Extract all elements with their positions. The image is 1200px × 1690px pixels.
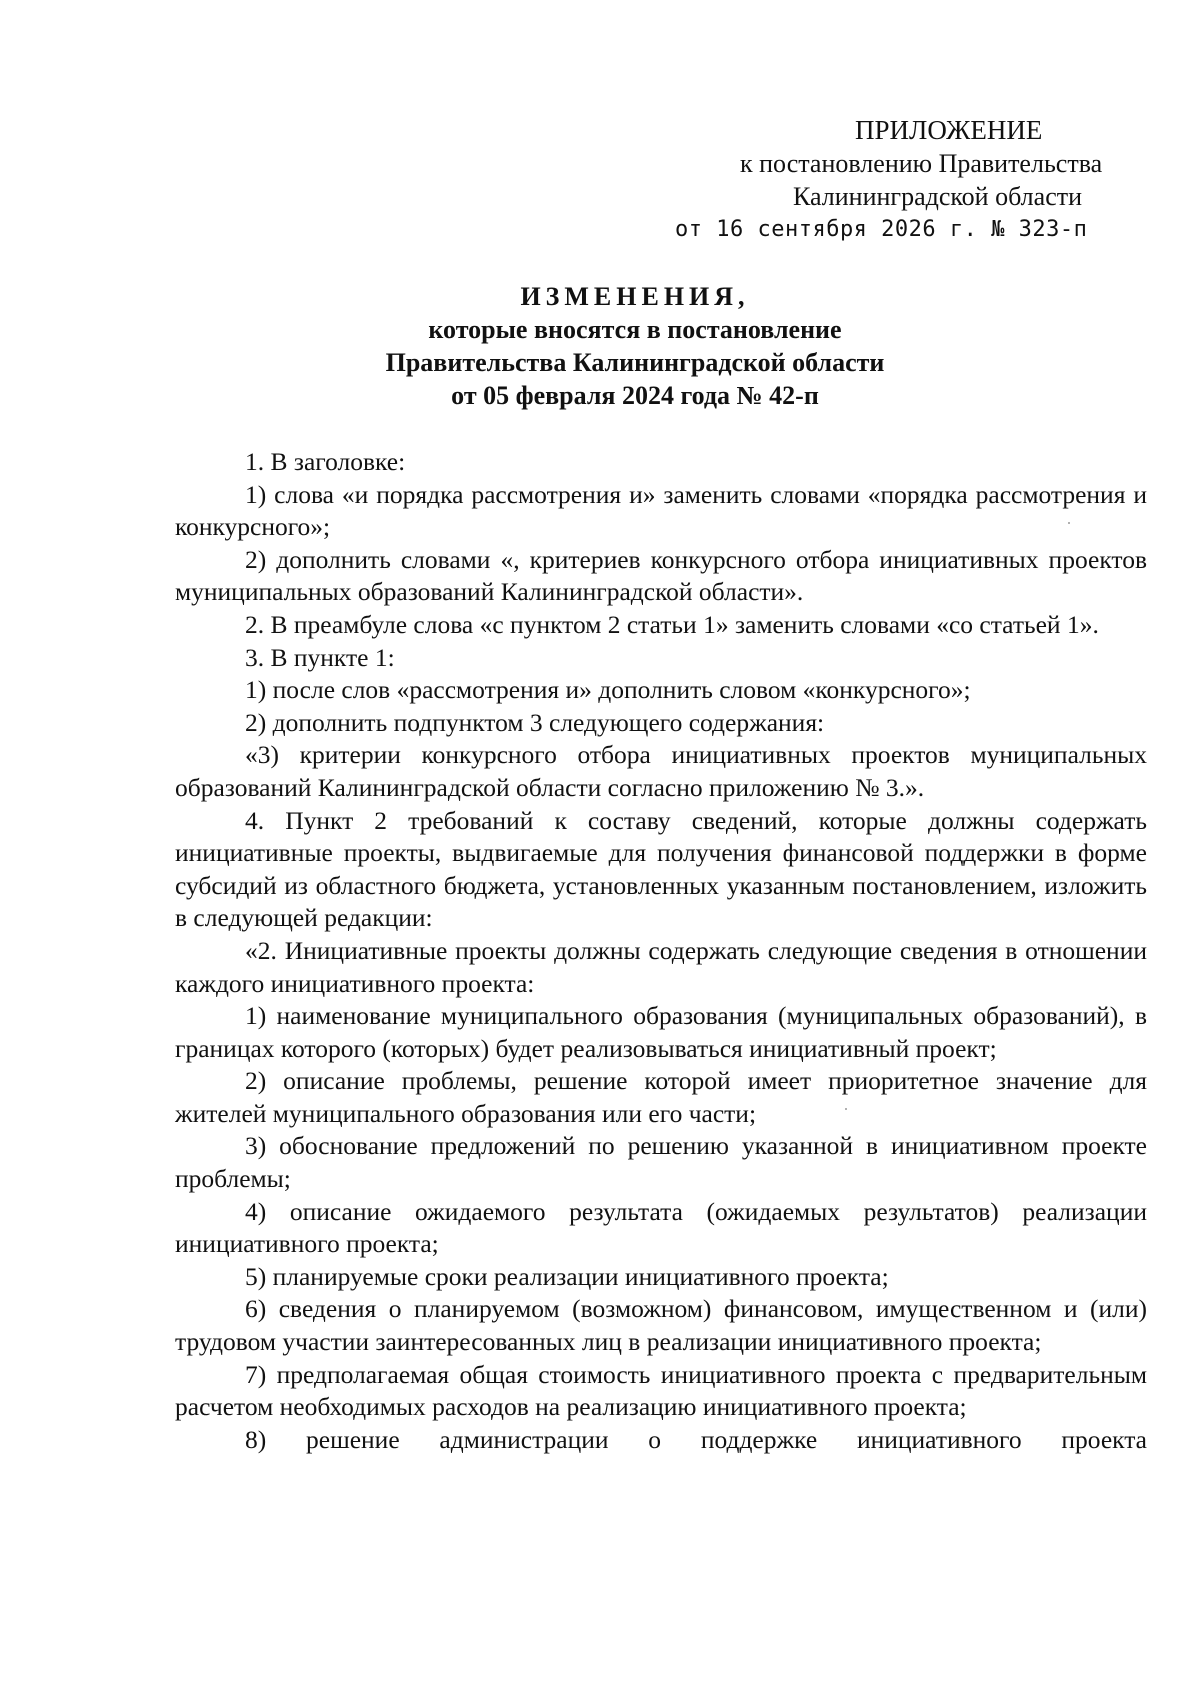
scan-speck (1068, 522, 1070, 524)
scan-speck (845, 1108, 847, 1110)
paragraph: 2) описание проблемы, решение которой имеет приоритетное значение для жителей муниципального образования или его части; (175, 1066, 1147, 1128)
paragraph: 2. В преамбуле слова «с пунктом 2 статьи 1» заменить словами «со статьей 1». (245, 609, 1099, 639)
heading-line-4: от 05 февраля 2024 года № 42-п (451, 381, 819, 410)
paragraph: 1) наименование муниципального образования (муниципальных образований), в границах которого (которых) будет реализовываться инициативный проект; (175, 1001, 1147, 1063)
paragraph: 5) планируемые сроки реализации инициативного проекта; (245, 1261, 889, 1291)
appendix-block (660, 114, 1120, 246)
paragraph: 1) после слов «рассмотрения и» дополнить словом «конкурсного»; (245, 675, 971, 705)
heading-line-3: Правительства Калининградской области (385, 348, 885, 377)
heading-title: ИЗМЕНЕНИЯ, (520, 282, 750, 311)
paragraph: 2) дополнить подпунктом 3 следующего содержания: (245, 707, 825, 737)
paragraph: 1. В заголовке: (245, 447, 406, 476)
paragraph: «3) критерии конкурсного отбора инициативных проектов муниципальных образований Калининградской области согласно приложению № 3.». (175, 740, 1147, 802)
paragraph: 6) сведения о планируемом (возможном) финансовом, имущественном и (или) трудовом участии заинтересованных лиц в реализации инициативного проекта; (175, 1294, 1147, 1357)
appendix-line-decree: к постановлению Правительства (740, 149, 1103, 178)
appendix-line-date: от 16 сентября 2026 г. № 323-п (675, 217, 1088, 242)
appendix-title: ПРИЛОЖЕНИЕ (855, 115, 1043, 145)
heading-line-2: которые вносятся в постановление (428, 315, 842, 344)
paragraph: 8) решение администрации о поддержке инициативного проекта (245, 1424, 1147, 1454)
paragraph: 3) обоснование предложений по решению указанной в инициативном проекте проблемы; (175, 1131, 1147, 1194)
document-body (175, 446, 1147, 1456)
paragraph: 4) описание ожидаемого результата (ожидаемых результатов) реализации инициативного проекта; (175, 1196, 1147, 1259)
paragraph: «2. Инициативные проекты должны содержать следующие сведения в отношении каждого инициативного проекта: (175, 935, 1147, 998)
document-heading (175, 280, 1095, 412)
paragraph: 1) слова «и порядка рассмотрения и» заменить словами «порядка рассмотрения и конкурсного»; (175, 479, 1147, 542)
paragraph: 3. В пункте 1: (245, 642, 395, 672)
paragraph: 2) дополнить словами «, критериев конкурсного отбора инициативных проектов муниципальных образований Калининградской области». (175, 544, 1147, 607)
paragraph: 7) предполагаемая общая стоимость инициативного проекта с предварительным расчетом необходимых расходов на реализацию инициативного проекта; (175, 1359, 1147, 1422)
appendix-line-region: Калининградской области (793, 182, 1083, 211)
paragraph: 4. Пункт 2 требований к составу сведений, которые должны содержать инициативные проекты, выдвигаемые для получения финансовой поддержки в форме субсидий из областного бюджета, установленных указанным постановлением, изложить в следующей редакции: (175, 805, 1147, 933)
